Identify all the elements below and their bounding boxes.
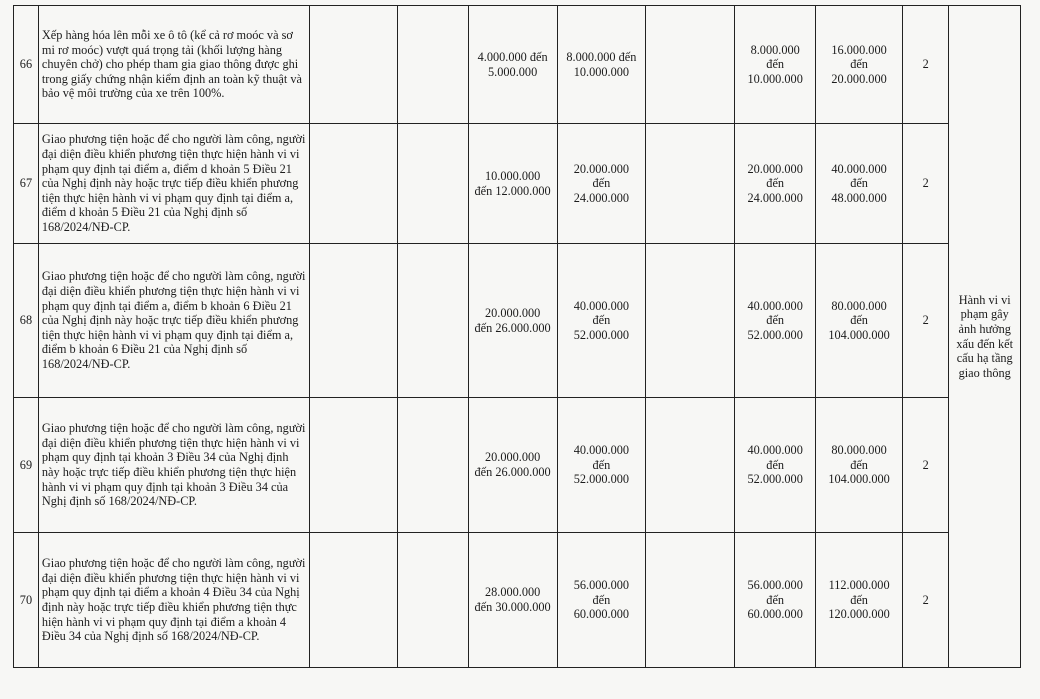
table-row — [14, 398, 1021, 533]
row-number: 69 — [14, 398, 39, 533]
empty-cell — [309, 124, 398, 244]
fine-organization: 8.000.000 đến 10.000.000 — [557, 6, 646, 124]
fine-repeat-organization: 80.000.000 đến 104.000.000 — [816, 398, 903, 533]
row-number: 68 — [14, 244, 39, 398]
empty-cell — [398, 6, 468, 124]
fine-repeat-individual: 8.000.000 đến 10.000.000 — [735, 6, 816, 124]
empty-cell — [646, 124, 735, 244]
violation-description: Giao phương tiện hoặc để cho người làm công, người đại diện điều khiển phương tiện thực hiện hành vi vi phạm quy định tại điểm a, điểm d khoản 5 Điều 21 của Nghị định này hoặc trực tiếp điều khiển phương tiện thực hiện hành vi vi phạm quy định tại điểm a, điểm d khoản 5 Điều 21 của Nghị định số 168/2024/NĐ-CP. — [38, 124, 309, 244]
empty-cell — [646, 6, 735, 124]
table-row — [14, 124, 1021, 244]
fine-repeat-individual: 40.000.000 đến 52.000.000 — [735, 244, 816, 398]
license-points: 2 — [902, 6, 949, 124]
row-number: 66 — [14, 6, 39, 124]
empty-cell — [646, 533, 735, 668]
empty-cell — [309, 398, 398, 533]
row-number: 67 — [14, 124, 39, 244]
fine-repeat-individual: 40.000.000 đến 52.000.000 — [735, 398, 816, 533]
empty-cell — [309, 533, 398, 668]
table-row — [14, 244, 1021, 398]
license-points: 2 — [902, 398, 949, 533]
empty-cell — [309, 244, 398, 398]
fine-repeat-organization: 16.000.000 đến 20.000.000 — [816, 6, 903, 124]
table-row — [14, 6, 1021, 124]
license-points: 2 — [902, 244, 949, 398]
empty-cell — [398, 244, 468, 398]
fine-individual: 28.000.000 đến 30.000.000 — [468, 533, 557, 668]
fine-individual: 10.000.000 đến 12.000.000 — [468, 124, 557, 244]
fine-repeat-individual: 56.000.000 đến 60.000.000 — [735, 533, 816, 668]
fine-repeat-organization: 40.000.000 đến 48.000.000 — [816, 124, 903, 244]
violation-group-label: Hành vi vi phạm gây ảnh hưởng xấu đến kết cấu hạ tầng giao thông — [949, 6, 1021, 668]
empty-cell — [398, 398, 468, 533]
fines-table — [13, 5, 1021, 668]
fine-repeat-individual: 20.000.000 đến 24.000.000 — [735, 124, 816, 244]
fine-individual: 20.000.000 đến 26.000.000 — [468, 244, 557, 398]
empty-cell — [398, 533, 468, 668]
empty-cell — [646, 244, 735, 398]
fine-individual: 4.000.000 đến 5.000.000 — [468, 6, 557, 124]
fine-organization: 40.000.000 đến 52.000.000 — [557, 398, 646, 533]
fine-repeat-organization: 80.000.000 đến 104.000.000 — [816, 244, 903, 398]
violation-description: Giao phương tiện hoặc để cho người làm công, người đại diện điều khiển phương tiện thực hiện hành vi vi phạm quy định tại điểm a khoản 4 Điều 34 của Nghị định này hoặc trực tiếp điều khiển phương tiện thực hiện hành vi vi phạm quy định tại điểm a khoản 4 Điều 34 của Nghị định số 168/2024/NĐ-CP. — [38, 533, 309, 668]
table-row — [14, 533, 1021, 668]
fine-organization: 20.000.000 đến 24.000.000 — [557, 124, 646, 244]
empty-cell — [398, 124, 468, 244]
violation-description: Xếp hàng hóa lên mỗi xe ô tô (kể cả rơ moóc và sơ mi rơ moóc) vượt quá trọng tải (khối lượng hàng chuyên chở) cho phép tham gia giao thông được ghi trong giấy chứng nhận kiểm định an toàn kỹ thuật và bảo vệ môi trường của xe trên 100%. — [38, 6, 309, 124]
violation-description: Giao phương tiện hoặc để cho người làm công, người đại diện điều khiển phương tiện thực hiện hành vi vi phạm quy định tại điểm a, điểm b khoản 6 Điều 21 của Nghị định này hoặc trực tiếp điều khiển phương tiện thực hiện hành vi vi phạm quy định tại điểm a, điểm b khoản 6 Điều 21 của Nghị định số 168/2024/NĐ-CP. — [38, 244, 309, 398]
fine-repeat-organization: 112.000.000 đến 120.000.000 — [816, 533, 903, 668]
fine-organization: 40.000.000 đến 52.000.000 — [557, 244, 646, 398]
violation-description: Giao phương tiện hoặc để cho người làm công, người đại diện điều khiển phương tiện thực hiện hành vi vi phạm quy định tại khoản 3 Điều 34 của Nghị định này hoặc trực tiếp điều khiển phương tiện thực hiện hành vi vi phạm quy định tại khoản 3 Điều 34 của Nghị định số 168/2024/NĐ-CP. — [38, 398, 309, 533]
fine-organization: 56.000.000 đến 60.000.000 — [557, 533, 646, 668]
row-number: 70 — [14, 533, 39, 668]
empty-cell — [309, 6, 398, 124]
fine-individual: 20.000.000 đến 26.000.000 — [468, 398, 557, 533]
license-points: 2 — [902, 124, 949, 244]
license-points: 2 — [902, 533, 949, 668]
empty-cell — [646, 398, 735, 533]
